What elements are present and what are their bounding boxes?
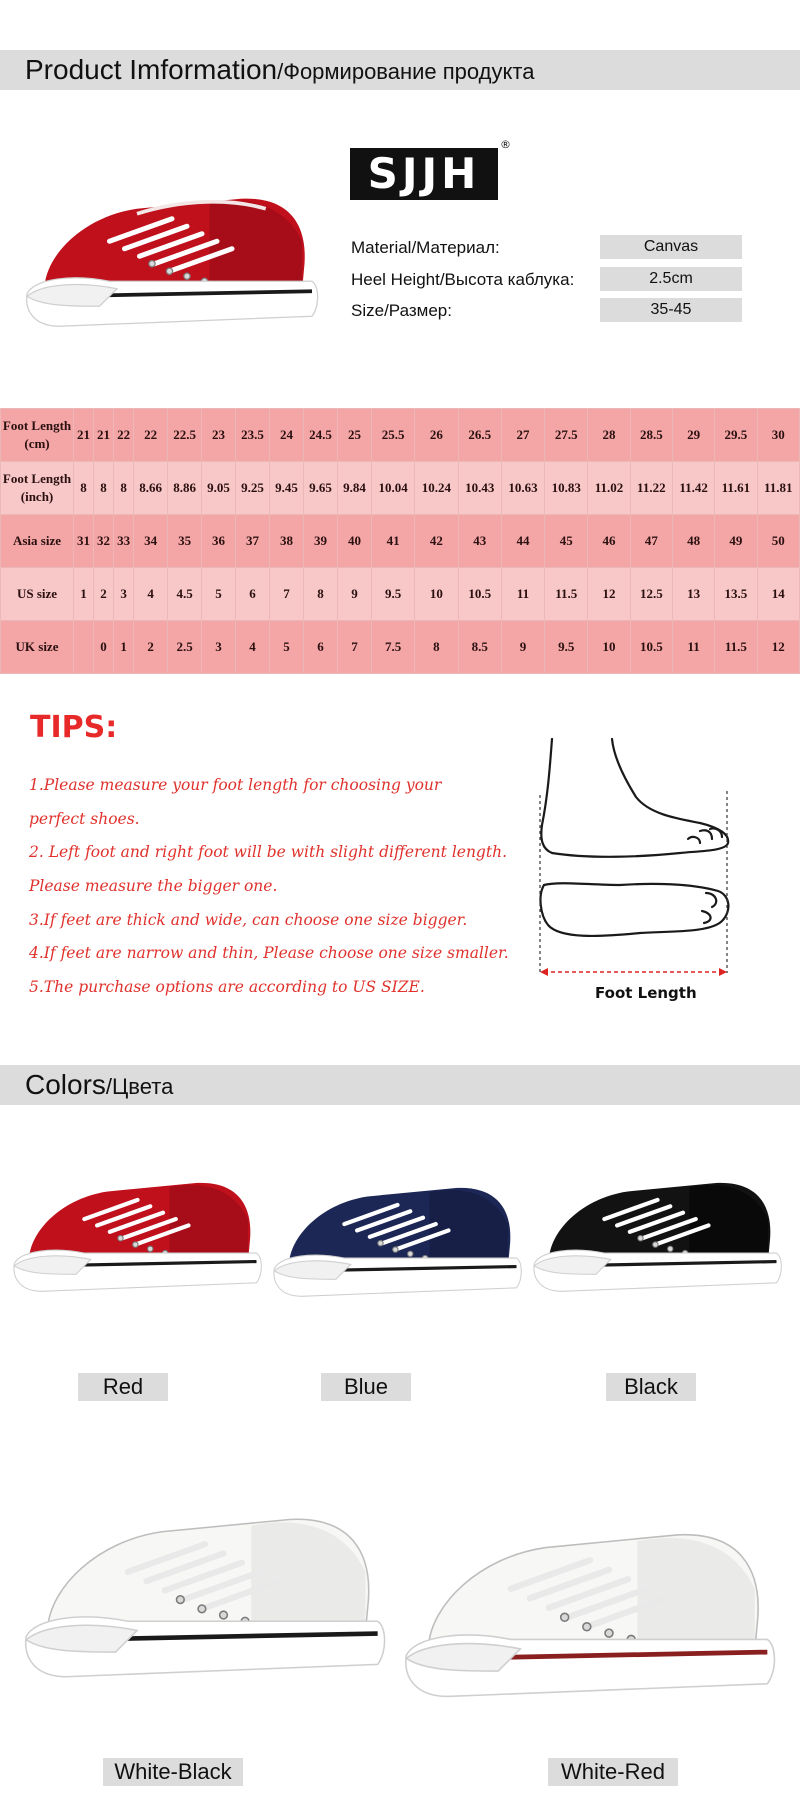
- size-table-cell: 27.5: [545, 409, 588, 462]
- colors-header: [0, 1065, 800, 1105]
- size-table-cell: 25.5: [371, 409, 414, 462]
- tip-line: 4.If feet are narrow and thin, Please choose one size smaller.: [29, 944, 509, 962]
- size-table-cell: 31: [74, 515, 94, 568]
- size-table-cell: 7: [270, 568, 304, 621]
- size-table-cell: 10.04: [371, 462, 414, 515]
- size-table-cell: 43: [458, 515, 501, 568]
- size-table-cell: 1: [114, 621, 134, 674]
- size-table-cell: 4: [134, 568, 168, 621]
- row-header-line: US size: [16, 586, 58, 601]
- row-header-line: Asia size: [12, 533, 62, 548]
- colors-title-ru: /Цвета: [105, 1074, 174, 1099]
- shoe-white-red-image: [400, 1490, 780, 1735]
- size-table-cell: 12: [588, 568, 630, 621]
- size-table-cell: 5: [202, 568, 236, 621]
- colors-title: [25, 1065, 173, 1107]
- colors-title-en: Colors: [25, 1069, 106, 1100]
- size-table-cell: 9: [338, 568, 372, 621]
- size-table-cell: 28.5: [630, 409, 672, 462]
- size-table-cell: 21: [94, 409, 114, 462]
- size-table-cell: 10.5: [630, 621, 672, 674]
- size-table-cell: 8.86: [168, 462, 202, 515]
- size-table-cell: 11: [672, 621, 714, 674]
- size-table-cell: 25: [338, 409, 372, 462]
- size-table-row-header: [1, 462, 74, 515]
- size-table-cell: 11.81: [757, 462, 799, 515]
- size-table-cell: 48: [672, 515, 714, 568]
- size-table-cell: 38: [270, 515, 304, 568]
- tip-line: 1.Please measure your foot length for choosing your: [29, 776, 442, 794]
- size-table-cell: 11.42: [672, 462, 714, 515]
- product-info-header: [0, 50, 800, 90]
- size-table-cell: 22: [114, 409, 134, 462]
- size-chart-table: [0, 408, 800, 674]
- size-table-cell: 32: [94, 515, 114, 568]
- size-table-cell: 21: [74, 409, 94, 462]
- size-table-cell: 7.5: [371, 621, 414, 674]
- size-table-cell: 1: [74, 568, 94, 621]
- color-option-black[interactable]: Black: [606, 1373, 696, 1401]
- tip-line: 5.The purchase options are according to US SIZE.: [29, 978, 425, 996]
- size-table-cell: 24.5: [304, 409, 338, 462]
- color-option-blue[interactable]: Blue: [321, 1373, 411, 1401]
- size-table-cell: 11.61: [715, 462, 757, 515]
- size-table-row: [1, 621, 800, 674]
- size-table-row-header: [1, 515, 74, 568]
- size-table-cell: 2.5: [168, 621, 202, 674]
- row-header-line: UK size: [15, 639, 59, 654]
- size-table-cell: 27: [501, 409, 544, 462]
- size-table-cell: 13: [672, 568, 714, 621]
- size-label: Size/Размер:: [351, 301, 452, 320]
- size-table-cell: 26: [415, 409, 458, 462]
- size-table-cell: 9.5: [371, 568, 414, 621]
- size-table-cell: 10.43: [458, 462, 501, 515]
- size-table-cell: 9: [501, 621, 544, 674]
- size-table-cell: 33: [114, 515, 134, 568]
- size-table-cell: 10.63: [501, 462, 544, 515]
- size-table-cell: 22: [134, 409, 168, 462]
- material-value: Canvas: [600, 235, 742, 259]
- product-info-title: [25, 50, 534, 92]
- product-info-title-ru: /Формирование продукта: [277, 59, 535, 84]
- size-table-cell: 3: [202, 621, 236, 674]
- size-table-row-header: [1, 568, 74, 621]
- size-table-cell: 2: [134, 621, 168, 674]
- size-table-cell: 26.5: [458, 409, 501, 462]
- size-table-cell: 30: [757, 409, 799, 462]
- size-table-cell: 8: [114, 462, 134, 515]
- size-table-cell: 10.24: [415, 462, 458, 515]
- size-table-cell: 4.5: [168, 568, 202, 621]
- size-table-cell: 41: [371, 515, 414, 568]
- tip-line: perfect shoes.: [29, 810, 140, 828]
- size-table-cell: [74, 621, 94, 674]
- size-table-row: [1, 409, 800, 462]
- brand-logo: SJJH: [350, 148, 498, 200]
- size-table-cell: 8.66: [134, 462, 168, 515]
- size-table-cell: 12: [757, 621, 799, 674]
- size-table-cell: 37: [236, 515, 270, 568]
- size-table-cell: 23: [202, 409, 236, 462]
- heel-height-label: Heel Height/Высота каблука:: [351, 270, 575, 289]
- size-table-cell: 22.5: [168, 409, 202, 462]
- foot-length-caption: Foot Length: [595, 984, 697, 1002]
- row-header-line: Foot Length: [2, 471, 72, 486]
- size-table-cell: 35: [168, 515, 202, 568]
- tip-line: 3.If feet are thick and wide, can choose one size bigger.: [29, 911, 468, 929]
- size-table-cell: 11.22: [630, 462, 672, 515]
- size-table-cell: 9.65: [304, 462, 338, 515]
- size-table-cell: 3: [114, 568, 134, 621]
- material-label: Material/Материал:: [351, 238, 500, 257]
- tip-line: 2. Left foot and right foot will be with slight different length.: [29, 843, 507, 861]
- shoe-blue-image: [270, 1155, 525, 1325]
- tips-title: TIPS:: [30, 710, 118, 745]
- size-table-row: [1, 462, 800, 515]
- row-header-line: (inch): [20, 489, 54, 504]
- size-table-cell: 10: [415, 568, 458, 621]
- row-header-line: Foot Length: [2, 418, 72, 433]
- size-table-cell: 14: [757, 568, 799, 621]
- size-table-cell: 6: [304, 621, 338, 674]
- size-table-cell: 0: [94, 621, 114, 674]
- color-option-red[interactable]: Red: [78, 1373, 168, 1401]
- size-table-cell: 2: [94, 568, 114, 621]
- size-table-cell: 40: [338, 515, 372, 568]
- size-table-cell: 29: [672, 409, 714, 462]
- size-table-row-header: [1, 621, 74, 674]
- size-table-cell: 11.5: [715, 621, 757, 674]
- shoe-white-black-image: [20, 1470, 390, 1720]
- size-table-cell: 9.45: [270, 462, 304, 515]
- shoe-red-image: [10, 1150, 265, 1320]
- size-table-cell: 23.5: [236, 409, 270, 462]
- tip-line: Please measure the bigger one.: [29, 877, 278, 895]
- size-table-cell: 10.83: [545, 462, 588, 515]
- size-value: 35-45: [600, 298, 742, 322]
- size-table-cell: 9.84: [338, 462, 372, 515]
- size-table-cell: 12.5: [630, 568, 672, 621]
- size-table-cell: 10: [588, 621, 630, 674]
- row-header-line: (cm): [24, 436, 50, 451]
- size-table-cell: 9.25: [236, 462, 270, 515]
- size-table-cell: 50: [757, 515, 799, 568]
- shoe-black-image: [530, 1150, 785, 1320]
- size-table-cell: 8: [74, 462, 94, 515]
- registered-mark: ®: [500, 138, 511, 151]
- size-table-cell: 28: [588, 409, 630, 462]
- size-table-cell: 29.5: [715, 409, 757, 462]
- foot-measure-diagram: [530, 735, 740, 980]
- hero-shoe-image: [22, 160, 322, 360]
- size-table-cell: 34: [134, 515, 168, 568]
- size-table-cell: 10.5: [458, 568, 501, 621]
- size-table-row-header: [1, 409, 74, 462]
- size-table-cell: 9.5: [545, 621, 588, 674]
- size-table-cell: 11.02: [588, 462, 630, 515]
- size-table-cell: 9.05: [202, 462, 236, 515]
- size-table-cell: 44: [501, 515, 544, 568]
- size-table-cell: 45: [545, 515, 588, 568]
- size-table-cell: 13.5: [715, 568, 757, 621]
- size-table-cell: 47: [630, 515, 672, 568]
- size-table-cell: 42: [415, 515, 458, 568]
- heel-height-value: 2.5cm: [600, 267, 742, 291]
- size-table-cell: 49: [715, 515, 757, 568]
- product-info-title-en: Product Imformation: [25, 54, 278, 85]
- size-table-cell: 8: [94, 462, 114, 515]
- size-table-cell: 6: [236, 568, 270, 621]
- size-table-cell: 46: [588, 515, 630, 568]
- size-table-cell: 11: [501, 568, 544, 621]
- size-table-cell: 24: [270, 409, 304, 462]
- size-table-cell: 5: [270, 621, 304, 674]
- color-option-white-black[interactable]: White-Black: [103, 1758, 243, 1786]
- size-table-row: [1, 515, 800, 568]
- color-option-white-red[interactable]: White-Red: [548, 1758, 678, 1786]
- size-table-cell: 11.5: [545, 568, 588, 621]
- size-table-cell: 36: [202, 515, 236, 568]
- size-table-cell: 8.5: [458, 621, 501, 674]
- size-table-cell: 39: [304, 515, 338, 568]
- size-table-cell: 4: [236, 621, 270, 674]
- size-table-row: [1, 568, 800, 621]
- size-table-cell: 8: [415, 621, 458, 674]
- size-table-cell: 8: [304, 568, 338, 621]
- size-table-cell: 7: [338, 621, 372, 674]
